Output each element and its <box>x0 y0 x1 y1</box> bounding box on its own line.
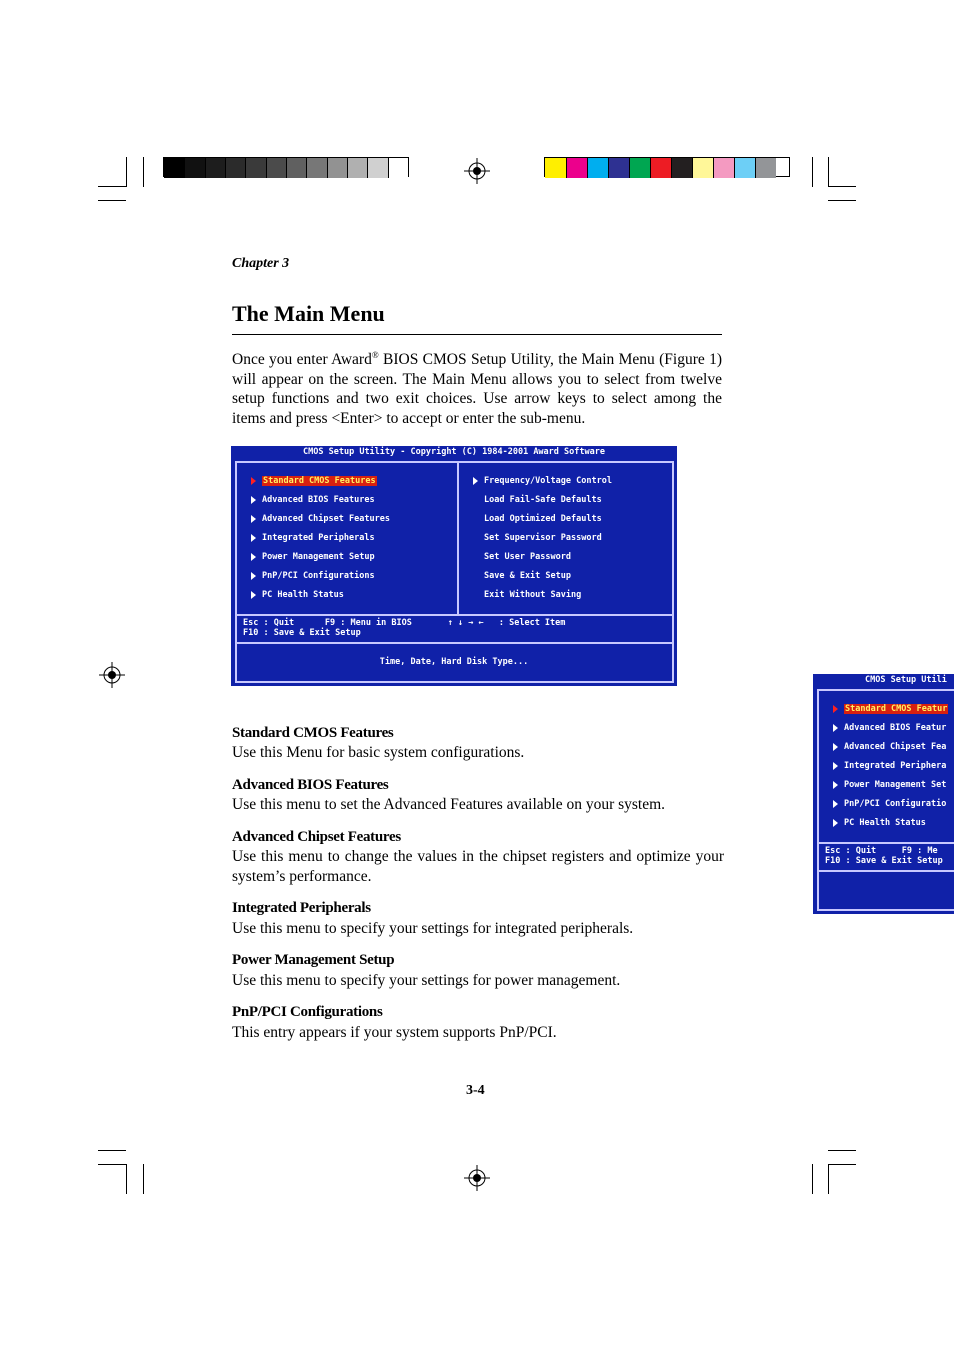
bios-item-power-management: Power Management Setup <box>251 552 375 562</box>
section-description: Use this menu to set the Advanced Features available on your system. <box>232 796 666 813</box>
bios-item-save-exit: Save & Exit Setup <box>484 571 571 581</box>
bios-crop-help-line-2: F10 : Save & Exit Setup <box>825 856 943 866</box>
bios-item-load-failsafe: Load Fail-Safe Defaults <box>484 495 602 505</box>
color-swatch <box>671 158 692 178</box>
color-calibration-bar <box>544 157 790 177</box>
bios-item-advanced-bios: Advanced BIOS Features <box>251 495 375 505</box>
page-number: 3-4 <box>466 1083 485 1098</box>
section-description: Use this menu to specify your settings for power management. <box>232 972 621 989</box>
bios-item-supervisor-password: Set Supervisor Password <box>484 533 602 543</box>
color-swatch <box>734 158 755 178</box>
color-swatch <box>205 158 225 178</box>
color-swatch <box>650 158 671 178</box>
bios-item-load-optimized: Load Optimized Defaults <box>484 514 602 524</box>
registration-mark-icon <box>99 662 125 688</box>
color-swatch <box>713 158 734 178</box>
bios-help-line-1: Esc : Quit F9 : Menu in BIOS ↑ ↓ → ← : Select Item <box>243 618 566 628</box>
bios-crop-item: Advanced BIOS Featur <box>833 723 946 733</box>
page-title: The Main Menu <box>232 301 385 326</box>
bios-item-frequency-voltage: Frequency/Voltage Control <box>473 476 612 486</box>
bios-item-standard-cmos: Standard CMOS Features <box>251 476 377 486</box>
section-heading: Integrated Peripherals <box>232 900 371 916</box>
color-swatch <box>327 158 347 178</box>
color-swatch <box>306 158 326 178</box>
bios-item-pnp-pci: PnP/PCI Configurations <box>251 571 375 581</box>
bios-crop-header: CMOS Setup Utili <box>865 675 947 685</box>
bios-item-integrated-peripherals: Integrated Peripherals <box>251 533 375 543</box>
bios-help-line-2: F10 : Save & Exit Setup <box>243 628 361 638</box>
bios-main-menu-screenshot <box>231 446 677 686</box>
section-heading: Advanced Chipset Features <box>232 829 401 845</box>
color-swatch <box>164 158 184 178</box>
grayscale-calibration-bar <box>163 157 409 177</box>
color-swatch <box>629 158 650 178</box>
bios-crop-item: Standard CMOS Featur <box>833 704 948 714</box>
bios-header: CMOS Setup Utility - Copyright (C) 1984-2001 Award Software <box>303 447 605 457</box>
section-heading: PnP/PCI Configurations <box>232 1004 383 1020</box>
color-swatch <box>184 158 204 178</box>
bios-item-exit-without-saving: Exit Without Saving <box>484 590 582 600</box>
title-divider <box>232 334 722 335</box>
section-heading: Standard CMOS Features <box>232 725 394 741</box>
bios-crop-item: Integrated Periphera <box>833 761 946 771</box>
registration-mark-icon <box>464 158 490 184</box>
color-swatch <box>608 158 629 178</box>
section-description: Use this menu to change the values in the chipset registers and optimize your system’s performance. <box>232 848 724 885</box>
bios-status-line: Time, Date, Hard Disk Type... <box>379 657 529 667</box>
intro-paragraph: Once you enter Award® BIOS CMOS Setup Utility, the Main Menu (Figure 1) will appear on the screen. The Main Menu allows you to select from twelve setup functions and two exit choices. Use arrow keys to select among the items and press <Enter> to accept or enter the sub-menu. <box>232 350 722 427</box>
section-description: This entry appears if your system supports PnP/PCI. <box>232 1024 557 1041</box>
color-swatch <box>692 158 713 178</box>
section-heading: Advanced BIOS Features <box>232 777 389 793</box>
bios-cropped-screenshot <box>813 674 954 914</box>
registration-mark-icon <box>464 1165 490 1191</box>
section-description: Use this Menu for basic system configurations. <box>232 744 525 761</box>
color-swatch <box>286 158 306 178</box>
bios-crop-item: PC Health Status <box>833 818 926 828</box>
bios-item-user-password: Set User Password <box>484 552 571 562</box>
color-swatch <box>245 158 265 178</box>
bios-item-pc-health: PC Health Status <box>251 590 344 600</box>
color-swatch <box>566 158 587 178</box>
color-swatch <box>347 158 367 178</box>
bios-crop-help-line-1: Esc : Quit F9 : Me <box>825 846 938 856</box>
color-swatch <box>388 158 408 178</box>
color-swatch <box>545 158 566 178</box>
bios-item-advanced-chipset: Advanced Chipset Features <box>251 514 390 524</box>
bios-crop-item: Advanced Chipset Fea <box>833 742 946 752</box>
color-swatch <box>367 158 387 178</box>
color-swatch <box>587 158 608 178</box>
section-description: Use this menu to specify your settings for integrated peripherals. <box>232 920 634 937</box>
color-swatch <box>755 158 776 178</box>
chapter-label: Chapter 3 <box>232 256 290 271</box>
bios-crop-item: PnP/PCI Configuratio <box>833 799 946 809</box>
color-swatch <box>225 158 245 178</box>
section-heading: Power Management Setup <box>232 952 395 968</box>
color-swatch <box>266 158 286 178</box>
bios-crop-item: Power Management Set <box>833 780 946 790</box>
